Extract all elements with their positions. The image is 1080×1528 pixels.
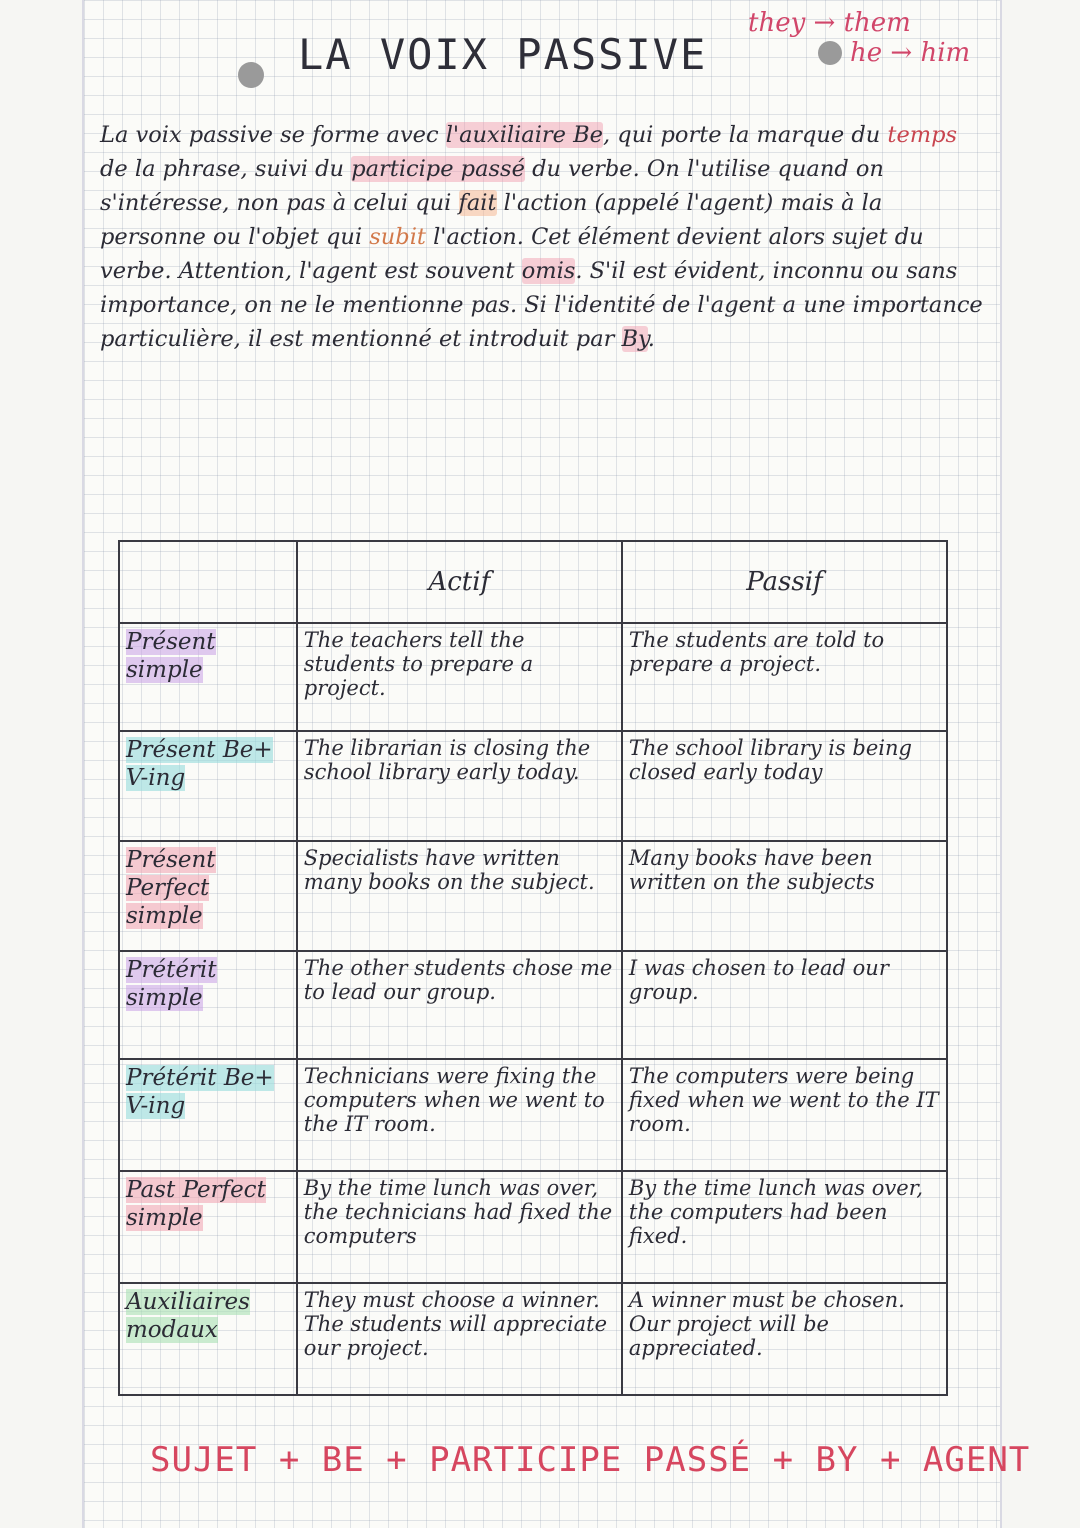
actif-cell: The librarian is closing the school library early today. [297,731,622,841]
passif-cell: Many books have been written on the subjects [622,841,947,951]
tense-cell [119,1283,297,1395]
intro-text-5: l'action (appelé l'agent) mais à la personne ou l'objet qui [100,190,883,250]
table-row [119,1059,947,1171]
intro-text-3: de la phrase, suivi du [100,156,352,182]
table-row [119,841,947,951]
tense-cell [119,1171,297,1283]
intro-text-4: du verbe. On l'utilise quand on s'intéresse, non pas à celui qui [100,156,884,216]
tense-label: Présent Be+ V-ing [126,737,273,791]
tense-label: Prétérit Be+ V-ing [126,1065,274,1119]
corner-note-line2: he → him [850,38,971,68]
header-passif: Passif [622,541,947,623]
tense-cell [119,731,297,841]
actif-cell: Technicians were fixing the computers when we went to the IT room. [297,1059,622,1171]
passif-cell: A winner must be chosen. Our project will be appreciated. [622,1283,947,1395]
table-header-row [119,541,947,623]
intro-text-8: . [647,326,655,352]
tense-cell [119,623,297,731]
table-row [119,951,947,1059]
corner-note-line1: they → them [748,8,911,38]
table-row [119,731,947,841]
highlight-omis: omis [521,258,576,284]
passif-cell: I was chosen to lead our group. [622,951,947,1059]
page-title: LA VOIX PASSIVE [298,30,708,79]
table-row [119,1283,947,1395]
table-row [119,1171,947,1283]
highlight-participe: participe passé [351,156,525,182]
intro-text-2: , qui porte la marque du [602,122,888,148]
actif-cell: They must choose a winner. The students will appreciate our project. [297,1283,622,1395]
tense-label: Présent simple [126,629,216,683]
intro-text-1: La voix passive se forme avec [100,122,446,148]
tense-cell [119,951,297,1059]
highlight-temps: temps [887,122,958,148]
actif-cell: The other students chose me to lead our group. [297,951,622,1059]
header-empty [119,541,297,623]
tense-cell [119,841,297,951]
tense-label: Past Perfect simple [126,1177,266,1231]
passif-cell: By the time lunch was over, the computers had been fixed. [622,1171,947,1283]
highlight-fait: fait [458,190,497,216]
tense-label: Prétérit simple [126,957,217,1011]
passif-cell: The school library is being closed early today [622,731,947,841]
table-row [119,623,947,731]
tense-cell [119,1059,297,1171]
highlight-subit: subit [369,224,426,250]
tense-label: Auxiliaires modaux [126,1289,250,1343]
bullet-dot-right [818,41,842,65]
highlight-by: By [621,326,648,352]
actif-cell: The teachers tell the students to prepare a project. [297,623,622,731]
intro-text-6: l'action. Cet élément devient alors sujet du verbe. Attention, l'agent est souvent [100,224,924,284]
highlight-auxiliaire: l'auxiliaire Be [445,122,603,148]
header-actif: Actif [297,541,622,623]
passif-cell: The computers were being fixed when we went to the IT room. [622,1059,947,1171]
tense-label: Présent Perfect simple [126,847,216,929]
bullet-dot-left [238,62,264,88]
actif-cell: By the time lunch was over, the technicians had fixed the computers [297,1171,622,1283]
intro-text-7: . S'il est évident, inconnu ou sans importance, on ne le mentionne pas. Si l'identité de l'agent a une importance particulière, il est mentionné et introduit par [100,258,983,352]
passive-formula: SUJET + BE + PARTICIPE PASSÉ + BY + AGENT [150,1440,1031,1480]
intro-paragraph [100,118,990,356]
tense-table [118,540,948,1396]
corner-note [748,8,970,68]
actif-cell: Specialists have written many books on the subject. [297,841,622,951]
passif-cell: The students are told to prepare a project. [622,623,947,731]
